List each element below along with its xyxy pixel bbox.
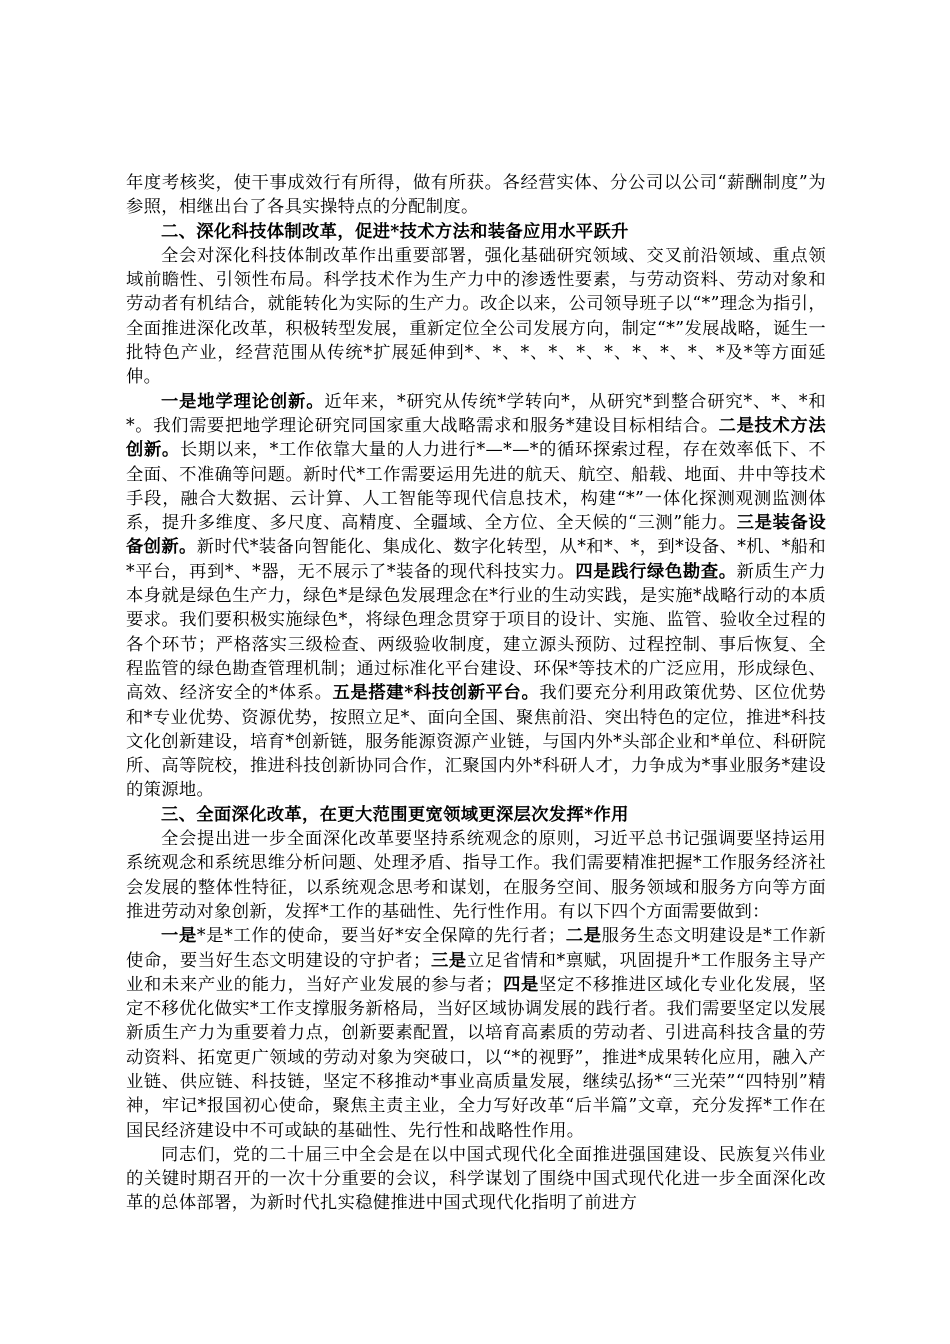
point-4-title: 四是践行绿色勘查。 [575,561,737,582]
point-4-text: 新质生产力本身就是绿色生产力，绿色*是绿色发展理念在*行业的生动实践，是实施*战略行动的本质要求。我们要积极实施绿色*，将绿色理念贯穿于项目的设计、实施、监管、验收全过程的各个环节；严格落实三级检查、两级验收制度，建立源头预防、过程控制、事后恢复、全程监管的绿色勘查管理机制；通过标准化平台建设、环保*等技术的广泛应用，形成绿色、高效、经济安全的*体系。 [126,561,826,704]
section-heading-3: 三、全面深化改革，在更大范围更宽领域更深层次发挥*作用 [161,804,629,825]
item-4-label: 四是 [502,974,540,995]
item-2-text: 服务生态文明建设是*工作新使命，要当好生态文明建设的守护者； [126,926,827,971]
point-1-text: 近年来，*研究从传统*学转向*，从研究*到整合研究*、*、*和*。我们需要把地学理论研究同国家重大战略需求和服务*建设目标相结合。 [126,391,826,436]
point-2-text: 长期以来，*工作依靠大量的人力进行*—*—*的循环探索过程，存在效率低下、不全面、不准确等问题。新时代*工作需要运用先进的航天、航空、船载、地面、井中等技术手段，融合大数据、云计算、人工智能等现代信息技术，构建“*”一体化探测观测监测体系，提升多维度、多尺度、高精度、全疆域、全方位、全天候的“三测”能力。 [126,440,826,534]
point-2-title: 二是技术方法创新。 [126,415,827,461]
section-heading-2: 二、深化科技体制改革，促进*技术方法和装备应用水平跃升 [161,221,629,242]
closing-paragraph: 同志们，党的二十届三中全会是在以中国式现代化全面推进强国建设、民族复兴伟业的关键时期召开的一次十分重要的会议，科学谋划了围绕中国式现代化进一步全面深化改革的总体部署，为新时代扎实稳健推进中国式现代化指明了前进方 [126,1144,826,1214]
section-2-paragraph-1: 全会对深化科技体制改革作出重要部署，强化基础研究领域、交叉前沿领域、重点领域前瞻性、引领性布局。科学技术作为生产力中的渗透性要素，与劳动资料、劳动对象和劳动者有机结合，就能转化为实际的生产力。改企以来，公司领导班子以“*”理念为指引，全面推进深化改革，积极转型发展，重新定位全公司发展方向，制定“*”发展战略，诞生一批特色产业，经营范围从传统*扩展延伸到*、*、*、*、*、*、*、*、*、*及*等方面延伸。 [126,245,826,388]
section-2-paragraph-2 [126,390,826,803]
document-body [126,171,826,1216]
section-3-paragraph-1: 全会提出进一步全面深化改革要坚持系统观念的原则，习近平总书记强调要坚持运用系统观念和系统思维分析问题、处理矛盾、指导工作。我们需要精准把握*工作服务经济社会发展的整体性特征，以系统观念思考和谋划，在服务空间、服务领域和服务方向等方面推进劳动对象创新，发挥*工作的基础性、先行性作用。有以下四个方面需要做到： [126,829,826,922]
item-3-text: 立足省情和*禀赋，巩固提升*工作服务主导产业和未来产业的能力，当好产业发展的参与者； [126,950,826,995]
point-3-title: 三是装备设备创新。 [126,513,826,558]
intro-paragraph: 年度考核奖，使干事成效行有所得，做有所获。各经营实体、分公司以公司“薪酬制度”为参照，相继出台了各具实操特点的分配制度。 [126,173,826,218]
point-5-title: 五是搭建*科技创新平台。 [332,683,540,704]
item-2-label: 二是 [565,926,602,947]
item-3-label: 三是 [430,950,467,971]
point-3-text: 新时代*装备向智能化、集成化、数字化转型，从*和*、*，到*设备、*机、*船和*平台，再到*、*器，无不展示了*装备的现代科技实力。 [126,537,826,582]
item-1-text: *是*工作的使命，要当好*安全保障的先行者； [196,926,566,947]
item-4-text: 坚定不移推进区域化专业化发展，坚定不移优化做实*工作支撑服务新格局，当好区域协调发展的践行者。我们需要坚定以发展新质生产力为重要着力点，创新要素配置，以培育高素质的劳动者、引进高科技含量的劳动资料、拓宽更广领域的劳动对象为突破口，以“*的视野”，推进*成果转化应用，融入产业链、供应链、科技链，坚定不移推动*事业高质量发展，继续弘扬*“三光荣”“四特别”精神，牢记*报国初心使命，聚焦主责主业，全力写好改革“后半篇”文章，充分发挥*工作在国民经济建设中不可或缺的基础性、先行性和战略性作用。 [126,974,826,1141]
point-1-title: 一是地学理论创新。 [161,391,325,412]
item-1-label: 一是 [161,926,197,947]
point-5-text: 我们要充分利用政策优势、区位优势和*专业优势、资源优势，按照立足*、面向全国、聚焦前沿、突出特色的定位，推进*科技文化创新建设，培育*创新链，服务能源资源产业链，与国内外*头部企业和*单位、科研院所、高等院校，推进科技创新协同合作，汇聚国内外*科研人才，力争成为*事业服务*建设的策源地。 [126,683,826,801]
section-3-paragraph-2 [126,924,826,1143]
